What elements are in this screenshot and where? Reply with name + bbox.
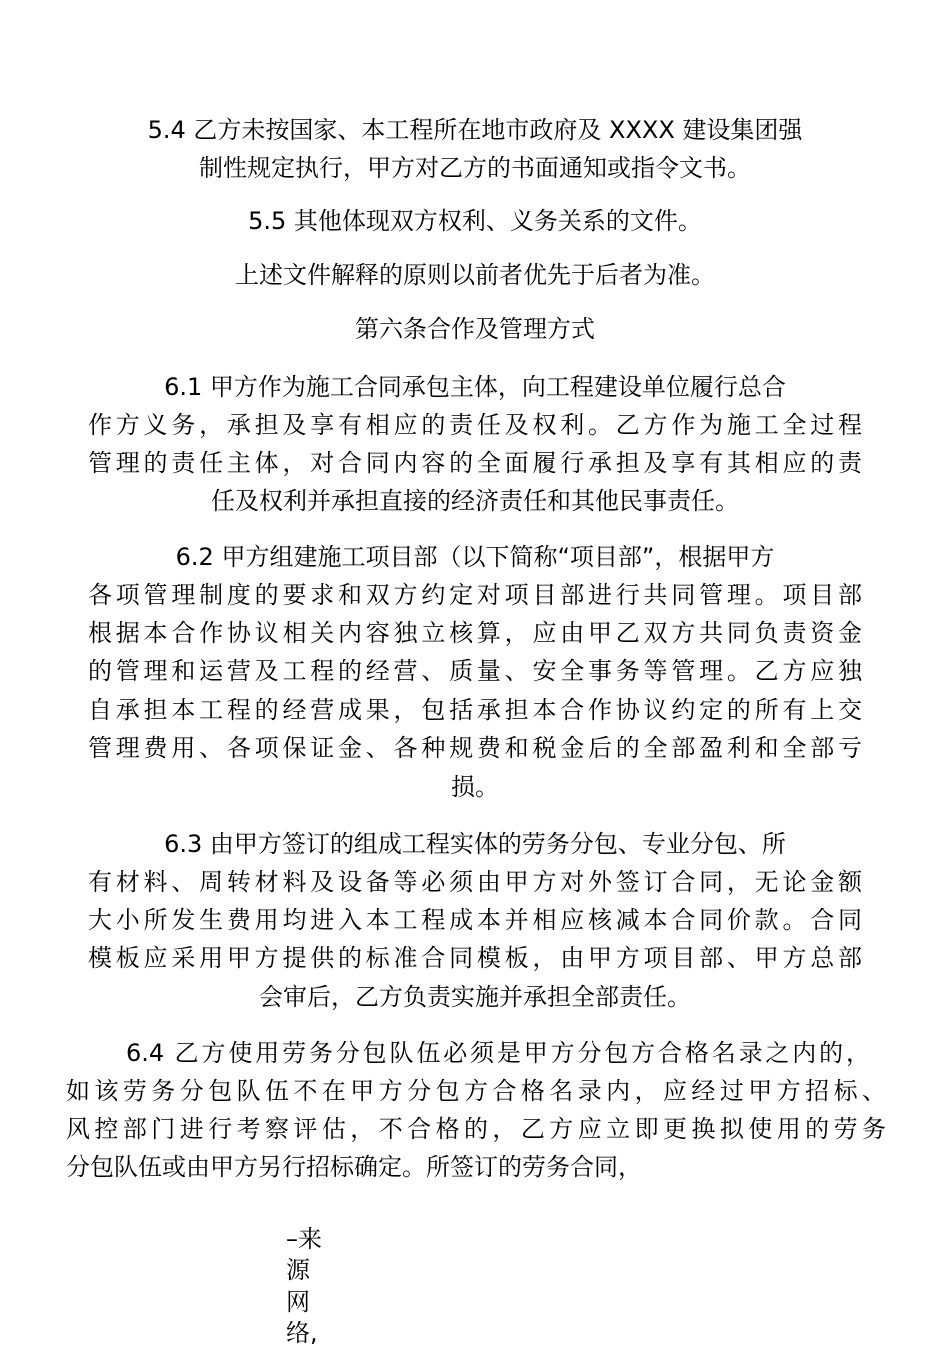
text-line: 管理费用、各项保证金、各种规费和税金后的全部盈利和全部亏: [88, 734, 862, 762]
paragraph-interpretation-order: 上述文件解释的原则以前者优先于后者为准。: [235, 261, 715, 289]
text-line: 6.3 由甲方签订的组成工程实体的劳务分包、专业分包、所: [164, 830, 786, 858]
text-line: 模板应采用甲方提供的标准合同模板，由甲方项目部、甲方总部: [88, 944, 862, 972]
text-line: 大小所发生费用均进入本工程成本并相应核减本合同价款。合同: [88, 906, 862, 934]
text-line: 自承担本工程的经营成果，包括承担本合作协议约定的所有上交: [88, 696, 862, 724]
text-line: 各项管理制度的要求和双方约定对项目部进行共同管理。项目部: [88, 581, 862, 609]
text-line: 如该劳务分包队伍不在甲方分包方合格名录内，应经过甲方招标、: [66, 1077, 886, 1105]
text-line: 根据本合作协议相关内容独立核算，应由甲乙双方共同负责资金: [88, 619, 862, 647]
text-line: 制性规定执行，甲方对乙方的书面通知或指令文书。: [199, 154, 751, 182]
source-note-char: –来: [286, 1225, 322, 1253]
text-line: 损。: [451, 773, 499, 801]
text-line: 的管理和运营及工程的经营、质量、安全事务等管理。乙方应独: [88, 657, 862, 685]
paragraph-5-5: 5.5 其他体现双方权利、义务关系的文件。: [248, 207, 702, 235]
source-note-char: 网: [286, 1288, 310, 1316]
text-line: 6.1 甲方作为施工合同承包主体，向工程建设单位履行总合: [164, 373, 786, 401]
text-line: 6.4 乙方使用劳务分包队伍必须是甲方分包方合格名录之内的，: [126, 1039, 870, 1067]
text-line: 6.2 甲方组建施工项目部（以下简称“项目部”，根据甲方: [175, 543, 775, 571]
source-note-char: 源: [286, 1256, 310, 1284]
text-line: 任及权利并承担直接的经济责任和其他民事责任。: [211, 487, 739, 515]
text-line: 5.4 乙方未按国家、本工程所在地市政府及 XXXX 建设集团强: [147, 116, 803, 144]
text-line: 会审后，乙方负责实施并承担全部责任。: [259, 983, 691, 1011]
text-line: 风控部门进行考察评估，不合格的，乙方应立即更换拟使用的劳务: [66, 1115, 886, 1143]
source-note-char: 络,: [286, 1319, 318, 1347]
article-6-heading: 第六条合作及管理方式: [355, 315, 595, 343]
text-line: 分包队伍或由甲方另行招标确定。所签订的劳务合同，: [66, 1153, 642, 1181]
text-line: 有材料、周转材料及设备等必须由甲方对外签订合同，无论金额: [88, 868, 862, 896]
text-line: 作方义务，承担及享有相应的责任及权利。乙方作为施工全过程: [88, 411, 862, 439]
text-line: 管理的责任主体，对合同内容的全面履行承担及享有其相应的责: [88, 449, 862, 477]
